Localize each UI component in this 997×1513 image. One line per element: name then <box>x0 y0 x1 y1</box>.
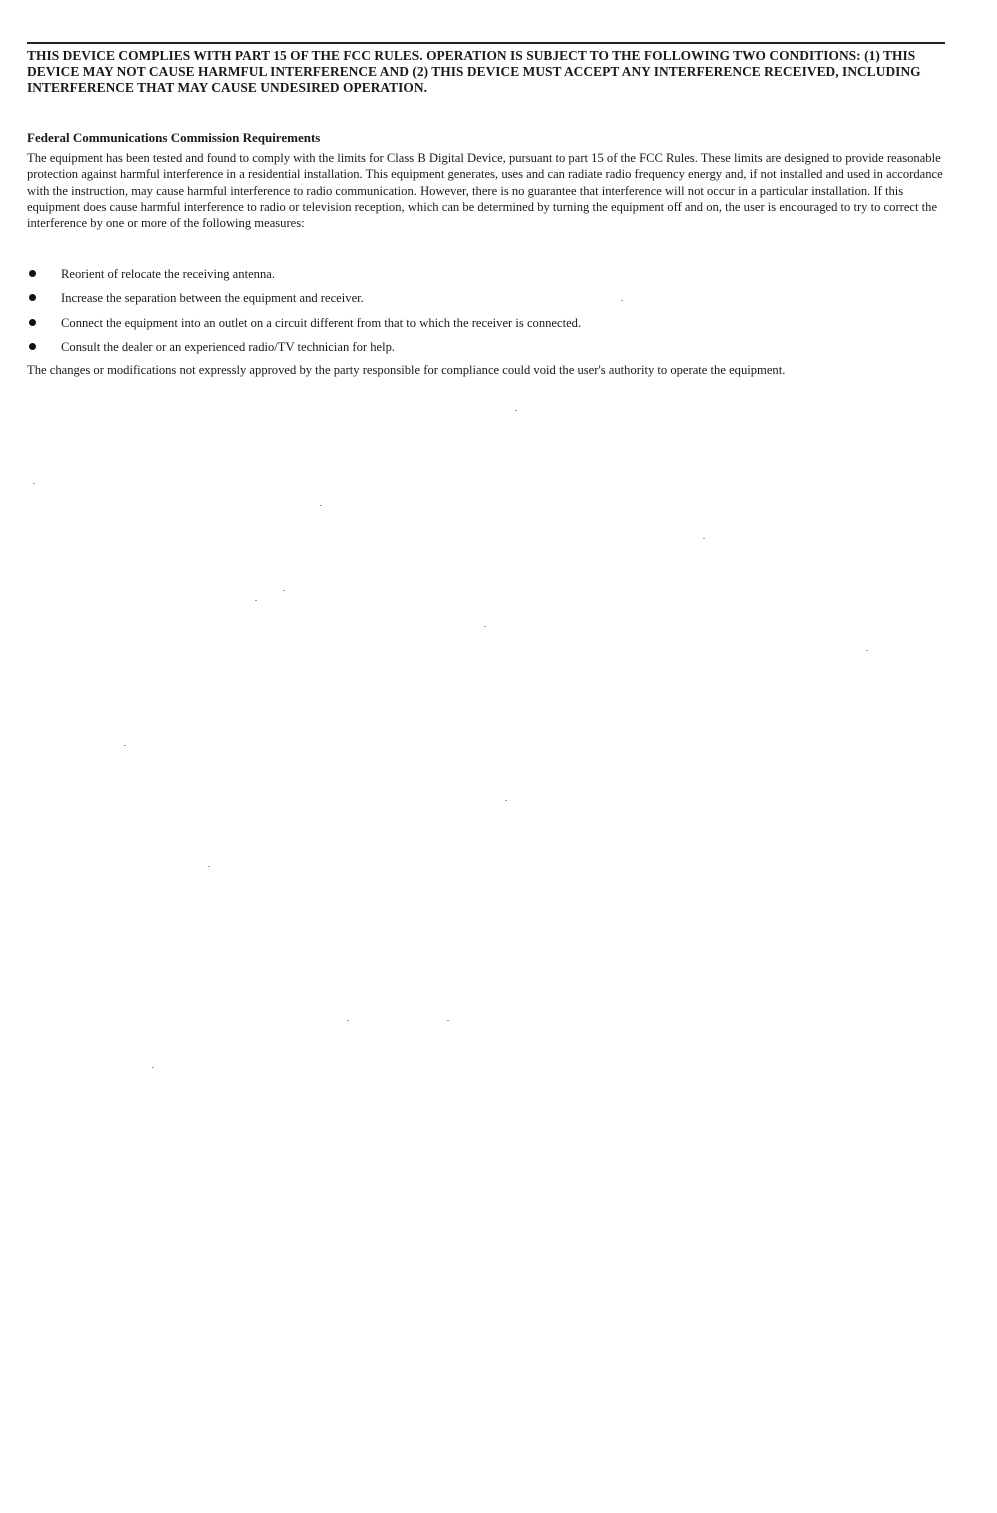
scan-speck <box>124 745 126 746</box>
list-item <box>27 339 947 363</box>
list-item <box>27 315 947 339</box>
scan-speck <box>347 1020 349 1021</box>
measure-text: Increase the separation between the equipment and receiver. <box>61 291 364 306</box>
scan-speck <box>320 505 322 506</box>
measure-text: Reorient of relocate the receiving antenna. <box>61 267 275 281</box>
top-rule <box>27 42 945 44</box>
scan-speck <box>208 866 210 867</box>
measures-list <box>27 266 947 364</box>
scan-speck <box>283 590 285 591</box>
scan-speck <box>152 1067 154 1068</box>
section-title: Federal Communications Commission Requirements <box>27 130 321 145</box>
list-item <box>27 290 947 314</box>
scan-speck <box>703 538 705 539</box>
list-item <box>27 266 947 290</box>
scan-speck <box>447 1020 449 1021</box>
scan-speck <box>33 483 35 484</box>
bullet-icon <box>29 270 36 277</box>
compliance-notice: THIS DEVICE COMPLIES WITH PART 15 OF THE FCC RULES. OPERATION IS SUBJECT TO THE FOLLOWING TWO CONDITIONS: (1) THIS DEVICE MAY NOT CAUSE HARMFUL INTERFERENCE AND (2) THIS DEVICE MUST ACCEPT ANY INTERFERENCE RECEIVED, INCLUDING INTERFERENCE THAT MAY CAUSE UNDESIRED OPERATION. <box>27 48 921 95</box>
bullet-icon <box>29 343 36 350</box>
requirements-paragraph: The equipment has been tested and found to comply with the limits for Class B Digital Device, pursuant to part 15 of the FCC Rules. These limits are designed to provide reasonable protection against harmful interference in a residential installation. This equipment generates, uses and can radiate radio frequency energy and, if not installed and used in accordance with the instruction, may cause harmful interference to radio communication. However, there is no guarantee that interference will not occur in a particular installation. If this equipment does cause harmful interference to radio or television reception, which can be determined by turning the equipment off and on, the user is encouraged to try to correct the interference by one or more of the following measures: <box>27 151 943 231</box>
scan-speck <box>621 300 623 301</box>
scan-speck <box>505 800 507 801</box>
measure-text: Consult the dealer or an experienced radio/TV technician for help. <box>61 340 396 355</box>
closing-paragraph: The changes or modifications not expressly approved by the party responsible for compliance could void the user's authority to operate the equipment. <box>27 363 786 377</box>
scan-speck <box>866 650 868 651</box>
scan-speck <box>484 626 486 627</box>
bullet-icon <box>29 319 36 326</box>
measure-text: Connect the equipment into an outlet on a circuit different from that to which the receiver is connected. <box>61 315 582 330</box>
scan-speck <box>515 410 517 411</box>
scan-speck <box>255 600 257 601</box>
bullet-icon <box>29 294 36 301</box>
